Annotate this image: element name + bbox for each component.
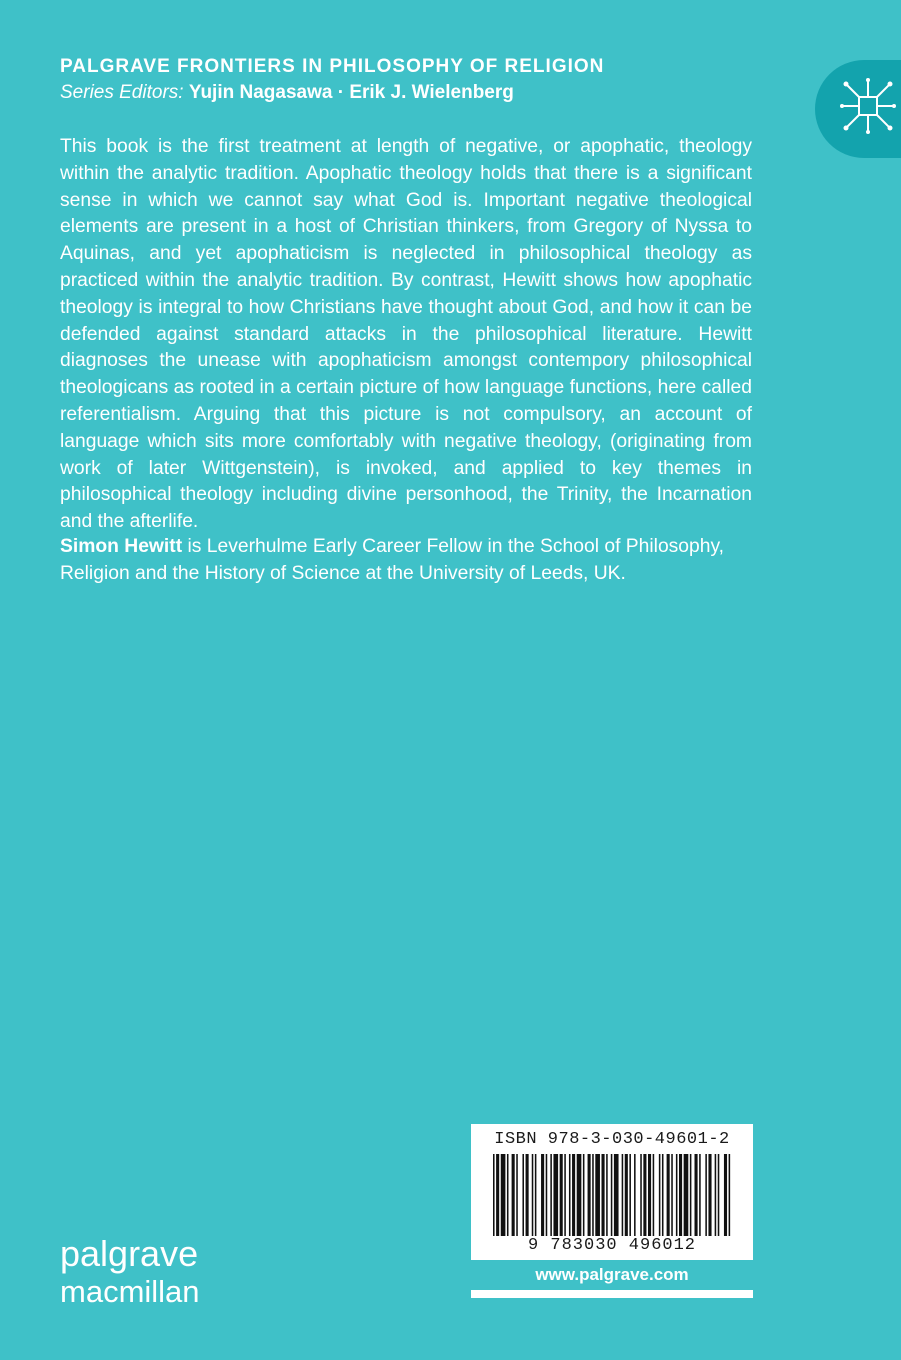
- palgrave-logo-tab: [815, 60, 901, 158]
- barcode-bar: [606, 1154, 608, 1236]
- author-bio: [60, 534, 760, 588]
- barcode: [489, 1154, 735, 1236]
- barcode-bar: [546, 1154, 548, 1236]
- barcode-bar: [684, 1154, 689, 1236]
- barcode-bar: [695, 1154, 698, 1236]
- barcode-bar: [496, 1154, 499, 1236]
- barcode-bar: [634, 1154, 636, 1236]
- barcode-bar: [602, 1154, 605, 1236]
- barcode-bar: [659, 1154, 661, 1236]
- barcode-bar: [588, 1154, 591, 1236]
- barcode-bar: [699, 1154, 701, 1236]
- author-bio-text: is Leverhulme Early Career Fellow in the School of Philosophy, Religion and the History of Science at the University of Leeds, UK.: [60, 536, 725, 584]
- barcode-bar: [671, 1154, 673, 1236]
- barcode-bar: [614, 1154, 619, 1236]
- barcode-digits: 9 783030 496012: [527, 1236, 697, 1255]
- barcode-bar: [577, 1154, 582, 1236]
- barcode-bar: [532, 1154, 534, 1236]
- barcode-bar: [572, 1154, 575, 1236]
- barcode-bar: [560, 1154, 563, 1236]
- barcode-bar: [553, 1154, 558, 1236]
- barcode-bar: [595, 1154, 600, 1236]
- barcode-bar: [643, 1154, 646, 1236]
- barcode-bar: [676, 1154, 678, 1236]
- barcode-bar: [640, 1154, 642, 1236]
- publisher-logo-line1: palgrave: [60, 1233, 199, 1274]
- barcode-bar: [541, 1154, 544, 1236]
- barcode-bar: [592, 1154, 594, 1236]
- barcode-bar: [718, 1154, 720, 1236]
- author-name: Simon Hewitt: [60, 536, 183, 557]
- barcode-bar: [611, 1154, 613, 1236]
- barcode-bar: [583, 1154, 585, 1236]
- barcode-bar: [662, 1154, 664, 1236]
- series-title: PALGRAVE FRONTIERS IN PHILOSOPHY OF RELIGION: [60, 56, 605, 77]
- barcode-bar: [715, 1154, 717, 1236]
- barcode-bar: [705, 1154, 707, 1236]
- barcode-bar: [564, 1154, 566, 1236]
- barcode-bar: [625, 1154, 628, 1236]
- barcode-bar: [648, 1154, 651, 1236]
- series-editors-names: Yujin Nagasawa · Erik J. Wielenberg: [188, 82, 514, 103]
- barcode-bar: [690, 1154, 692, 1236]
- publisher-url[interactable]: www.palgrave.com: [471, 1260, 753, 1290]
- barcode-bar: [724, 1154, 727, 1236]
- barcode-bar: [507, 1154, 509, 1236]
- book-blurb: This book is the first treatment at length of negative, or apophatic, theology within the analytic tradition. Apophatic theology holds that there is a significant sense in which we cannot say what God is. Important negative theological elements are present in a host of Christian thinkers, from Gregory of Nyssa to Aquinas, and yet apophaticism is neglected in philosophical theology as practiced within the analytic tradition. By contrast, Hewitt shows how apophatic theology is integral to how Christians have thought about God, and how it can be defended against standard attacks in the philosophical literature. Hewitt diagnoses the unease with apophaticism amongst contempory philosophical theologicans as rooted in a certain picture of how language functions, here called referentialism. Arguing that this picture is not compulsory, an account of language which sits more comfortably with negative theology, (originating from work of later Wittgenstein), is invoked, and applied to key themes in philosophical theology including divine personhood, the Trinity, the Incarnation and the afterlife.: [60, 136, 752, 533]
- barcode-bar: [522, 1154, 524, 1236]
- isbn-label: ISBN 978-3-030-49601-2: [494, 1130, 730, 1149]
- barcode-bar: [535, 1154, 537, 1236]
- series-editors: [60, 82, 514, 104]
- barcode-bar: [708, 1154, 711, 1236]
- barcode-bar: [629, 1154, 631, 1236]
- barcode-bar: [501, 1154, 506, 1236]
- isbn-barcode-box: [471, 1124, 753, 1298]
- barcode-bar: [516, 1154, 518, 1236]
- series-editors-label: Series Editors:: [60, 82, 184, 103]
- publisher-logo-line2: macmillan: [60, 1274, 200, 1309]
- barcode-bar: [569, 1154, 571, 1236]
- barcode-bar: [679, 1154, 682, 1236]
- barcode-bar: [493, 1154, 495, 1236]
- barcode-bar: [667, 1154, 670, 1236]
- barcode-bar: [512, 1154, 515, 1236]
- barcode-bar: [729, 1154, 731, 1236]
- barcode-bar: [550, 1154, 552, 1236]
- barcode-bar: [653, 1154, 655, 1236]
- publisher-logo: [60, 1233, 200, 1309]
- palgrave-network-square-icon: [840, 78, 896, 134]
- barcode-bar: [526, 1154, 529, 1236]
- barcode-bar: [622, 1154, 624, 1236]
